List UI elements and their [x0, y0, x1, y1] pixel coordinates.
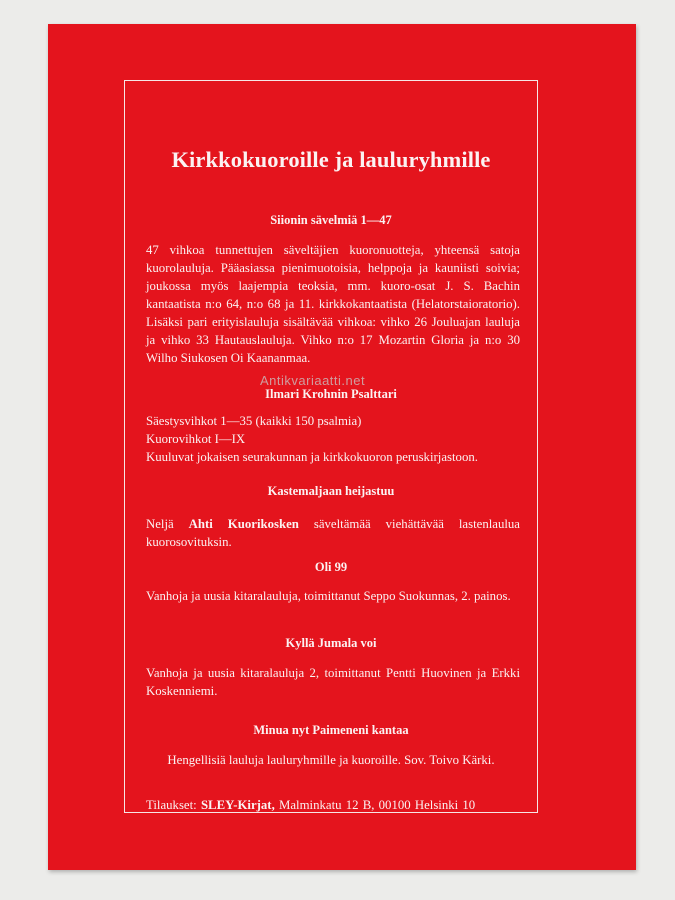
psalttari-line-1: Säestysvihkot 1—35 (kaikki 150 psalmia) [146, 414, 362, 428]
section-text-oli99: Vanhoja ja uusia kitaralauluja, toimittanut Seppo Suokunnas, 2. painos. [146, 589, 511, 603]
section-heading-kylla-jumala-voi: Kyllä Jumala voi [285, 636, 377, 650]
psalttari-line-2: Kuorovihkot I—IX [146, 432, 246, 446]
order-publisher: SLEY-Kirjat, [200, 798, 275, 812]
section-text-kylla-jumala-voi: Vanhoja ja uusia kitaralauluja 2, toimittanut Pentti Huovinen ja Erkki Koskenniemi. [146, 666, 520, 698]
kastemalja-text-end: säveltämää viehättävää lastenlaulua kuorosovituksin. [146, 517, 520, 549]
cover-title: Kirkkokuoroille ja lauluryhmille [171, 147, 491, 172]
section-heading-psalttari: Ilmari Krohnin Psalttari [265, 387, 397, 401]
composer-name: Ahti Kuorikosken [188, 517, 299, 531]
section-heading-oli99: Oli 99 [314, 560, 348, 574]
order-line [146, 796, 520, 814]
section-heading-siionin: Siionin sävelmiä 1—47 [270, 213, 392, 227]
section-text-kastemalja [146, 515, 520, 551]
order-address: Malminkatu 12 B, 00100 Helsinki 10 [278, 798, 476, 812]
watermark: Antikvariaatti.net [260, 373, 366, 388]
section-text-minua-nyt: Hengellisiä lauluja lauluryhmille ja kuoroille. Sov. Toivo Kärki. [167, 753, 495, 767]
section-text-siionin: 47 vihkoa tunnettujen säveltäjien kuoronuotteja, yhteensä satoja kuorolauluja. Pääasiassa pienimuotoisia, helppoja ja kauniisti soivia; joukossa myös laajempia teoksia, mm. kuoro-osat J. S. Bachin kantaatista n:o 64, n:o 68 ja 11. kirkkokantaatista (Helatorstaioratorio). Lisäksi pari erityislauluja sisältävää vihkoa: vihko 26 Jouluajan lauluja ja vihko 33 Hautauslauluja. Vihko n:o 17 Mozartin Gloria ja n:o 30 Wilho Siukosen Oi Kaananmaa. [146, 243, 520, 365]
section-heading-minua-nyt: Minua nyt Paimeneni kantaa [253, 723, 409, 737]
order-label: Tilaukset: [146, 798, 197, 812]
kastemalja-text-start: Neljä [146, 517, 189, 531]
psalttari-line-3: Kuuluvat jokaisen seurakunnan ja kirkkokuoron peruskirjastoon. [146, 450, 478, 464]
section-heading-kastemalja: Kastemaljaan heijastuu [267, 484, 395, 498]
text-frame [124, 80, 538, 813]
book-back-cover [48, 24, 636, 870]
